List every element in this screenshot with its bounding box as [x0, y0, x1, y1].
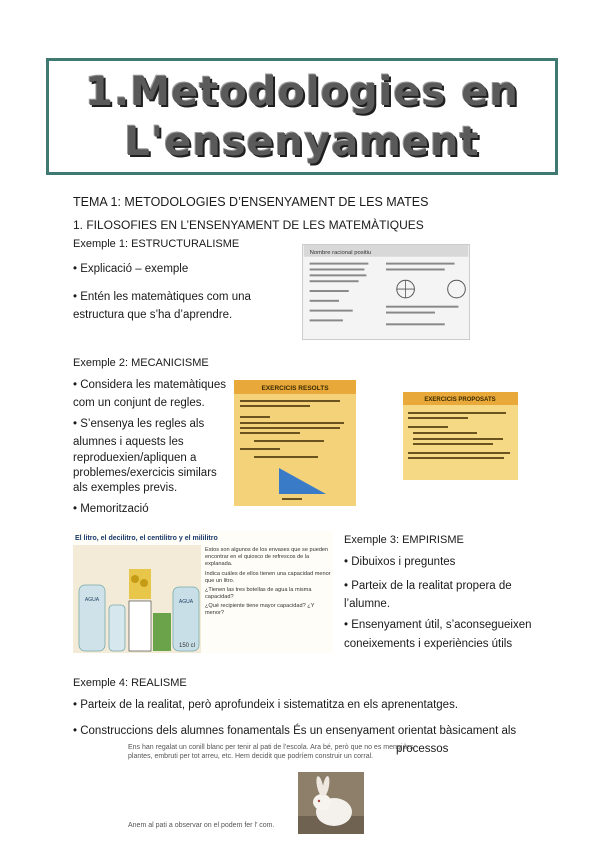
ex2-image2-title: EXERCICIS PROPOSATS — [424, 397, 496, 403]
ex3-image-title: El litro, el decilitro, el centilitro y el mililitro — [75, 535, 218, 542]
ex4-bullet-2-end: processos — [396, 743, 449, 755]
ex3-bullet-2b: l’alumne. — [344, 598, 391, 610]
ex1-bullet-2a: • Entén les matemàtiques com una — [73, 291, 251, 303]
ex2-bullet-2b: alumnes i aquests les — [73, 436, 184, 448]
ex3-bottle-label-2: AGUA — [178, 599, 194, 605]
ex4-image-caption-3: Anem al pati a observar on el podem fer l’ com. — [128, 822, 275, 829]
ex2-resolved-exercises-image — [234, 380, 356, 506]
ex2-proposed-exercises-image — [403, 392, 518, 480]
ex4-image-caption-2: plantes, embruti per tot arreu, etc. Hem decidit que podríem construir un corral. — [128, 753, 374, 760]
ex1-textbook-image — [302, 244, 470, 340]
ex3-containers-image — [73, 531, 333, 653]
ex3-image-q1: Indica cuáles de ellos tienen una capacidad menor que un litro. — [205, 571, 331, 584]
ex4-image-caption-1: Ens han regalat un conill blanc per tenir al pati de l’escola. Ara bé, però que no es mengi les — [128, 744, 414, 751]
tema-heading: TEMA 1: METODOLOGIES D’ENSENYAMENT DE LES MATES — [73, 195, 429, 209]
ex2-bullet-2e: als exemples previs. — [73, 482, 178, 494]
ex2-heading: Exemple 2: MECANICISME — [73, 357, 209, 369]
title-line-2: L'ensenyament — [124, 118, 480, 165]
ex3-image-q2: ¿Tienen las tres botellas de agua la misma capacidad? — [205, 587, 312, 600]
title-box — [46, 58, 558, 175]
ex2-image1-title: EXERCICIS RESOLTS — [261, 385, 329, 392]
ex2-bullet-2c: reproduexien/apliquen a — [73, 452, 197, 464]
ex2-bullet-2a: • S’ensenya les regles als — [73, 418, 205, 430]
ex1-heading: Exemple 1: ESTRUCTURALISME — [73, 238, 240, 250]
ex3-bottle-capacity: 150 cl — [178, 643, 196, 649]
ex3-heading: Exemple 3: EMPIRISME — [344, 534, 464, 546]
ex3-bottle-label-1: AGUA — [84, 597, 100, 603]
ex3-image-text: Estos son algunos de los envases que se pueden encontrar en el quiosco de refrescos de la explanada. — [205, 547, 329, 567]
section-heading: 1. FILOSOFIES EN L’ENSENYAMENT DE LES MATEMÀTIQUES — [73, 218, 424, 232]
ex4-bullet-2: • Construccions dels alumnes fonamentals És un ensenyament orientat bàsicament als — [73, 725, 517, 737]
ex3-bullet-2a: • Parteix de la realitat propera de — [344, 580, 512, 592]
ex4-heading: Exemple 4: REALISME — [73, 677, 187, 689]
ex1-bullet-1: • Explicació – exemple — [73, 263, 189, 275]
ex3-bullet-3a: • Ensenyament útil, s’aconsegueixen — [344, 619, 532, 631]
ex3-image-q3: ¿Qué recipiente tiene mayor capacidad? ¿Y menor? — [205, 603, 315, 616]
ex2-bullet-3: • Memorització — [73, 503, 149, 515]
ex2-bullet-1b: com un conjunt de regles. — [73, 397, 205, 409]
ex4-bullet-1: • Parteix de la realitat, però aprofundeix i sistematitza en els aprenentatges. — [73, 699, 459, 711]
ex3-bullet-3b: coneixements i experiències útils — [344, 638, 513, 650]
ex4-rabbit-image — [298, 772, 364, 834]
ex1-bullet-2b: estructura que s’ha d’aprendre. — [73, 309, 233, 321]
ex1-image-title: Nombre racional positiu — [309, 249, 372, 256]
ex2-bullet-2d: problemes/exercicis similars — [73, 467, 217, 479]
title-line-1: 1.Metodologies en — [85, 68, 519, 115]
ex2-bullet-1a: • Considera les matemàtiques — [73, 379, 226, 391]
ex3-bullet-1: • Dibuixos i preguntes — [344, 556, 456, 568]
